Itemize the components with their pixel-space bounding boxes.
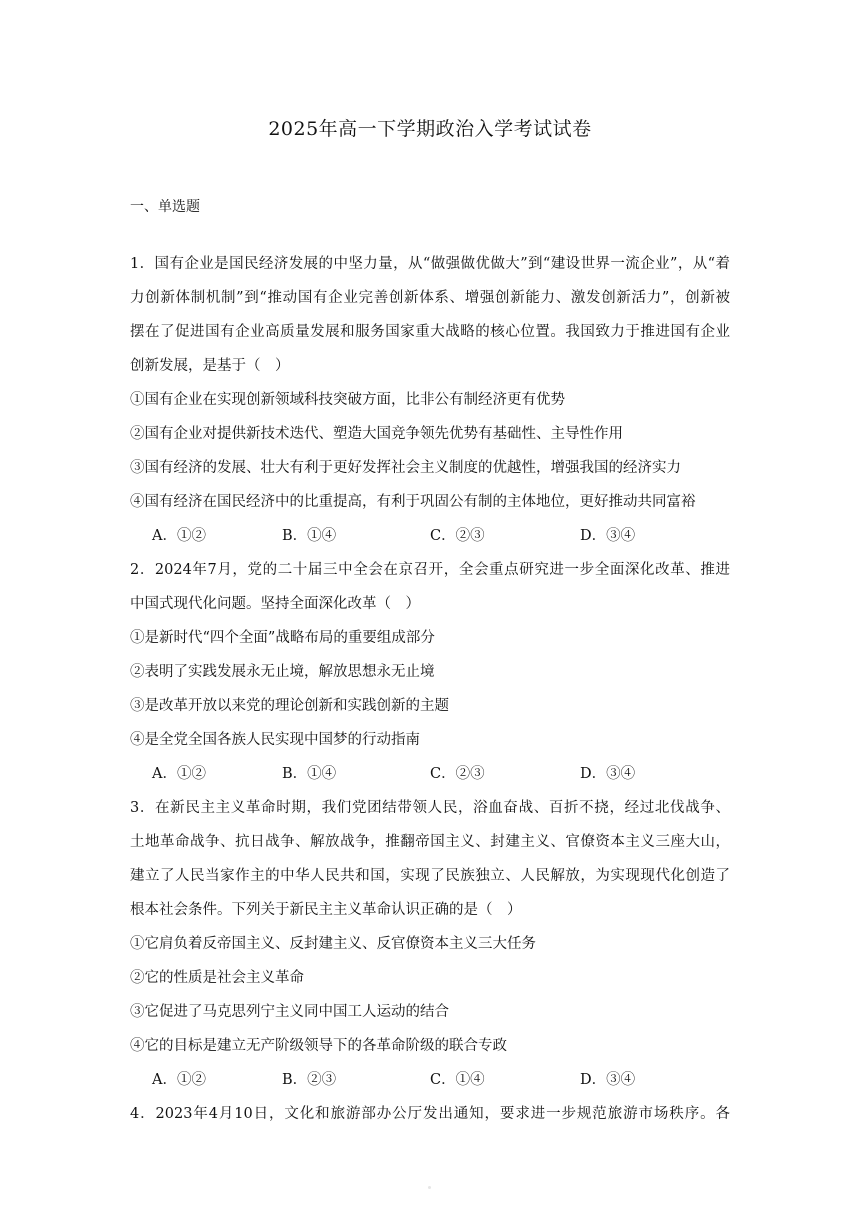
q2-statement: ③是改革开放以来党的理论创新和实践创新的主题 — [130, 698, 449, 714]
q1-statement: ③国有经济的发展、壮大有利于更好发挥社会主义制度的优越性，增强我国的经济实力 — [130, 460, 681, 476]
q1-text-line: 力创新体制机制”到“推动国有企业完善创新体系、增强创新能力、激发创新活力”，创新被 — [130, 290, 730, 306]
page-title: 2025年高一下学期政治入学考试试卷 — [268, 118, 592, 140]
q1-text-line: 摆在了促进国有企业高质量发展和服务国家重大战略的核心位置。我国致力于推进国有企业 — [130, 324, 730, 340]
q2-option-a: A．①② — [152, 766, 206, 782]
q2-options — [152, 764, 752, 784]
footer-mark — [428, 1186, 431, 1189]
q3-text-line: 土地革命战争、抗日战争、解放战争，推翻帝国主义、封建主义、官僚资本主义三座大山， — [130, 834, 730, 850]
q1-statement: ①国有企业在实现创新领域科技突破方面，比非公有制经济更有优势 — [130, 392, 565, 408]
q1-text-line: 创新发展，是基于（ ） — [130, 358, 290, 374]
q2-option-b: B．①④ — [282, 766, 337, 782]
q3-statement: ①它肩负着反帝国主义、反封建主义、反官僚资本主义三大任务 — [130, 936, 536, 952]
q1-statement: ④国有经济在国民经济中的比重提高，有利于巩固公有制的主体地位，更好推动共同富裕 — [130, 494, 696, 510]
q1-option-a: A．①② — [152, 528, 206, 544]
q3-options — [152, 1070, 752, 1090]
q1-option-b: B．①④ — [282, 528, 337, 544]
q2-statement: ②表明了实践发展永无止境，解放思想永无止境 — [130, 664, 435, 680]
q4-text-line: 4．2023年4月10日，文化和旅游部办公厅发出通知，要求进一步规范旅游市场秩序。各 — [130, 1106, 730, 1122]
q3-option-c: C．①④ — [430, 1072, 485, 1088]
q3-option-b: B．②③ — [282, 1072, 337, 1088]
section-heading: 一、单选题 — [130, 199, 200, 215]
q1-option-d: D．③④ — [580, 528, 636, 544]
q2-statement: ④是全党全国各族人民实现中国梦的行动指南 — [130, 732, 420, 748]
q3-statement: ②它的性质是社会主义革命 — [130, 970, 304, 986]
q2-option-c: C．②③ — [430, 766, 485, 782]
q2-statement: ①是新时代“四个全面”战略布局的重要组成部分 — [130, 630, 435, 646]
q2-text-line: 中国式现代化问题。坚持全面深化改革（ ） — [130, 596, 420, 612]
q3-statement: ④它的目标是建立无产阶级领导下的各革命阶级的联合专政 — [130, 1038, 507, 1054]
q1-statement: ②国有企业对提供新技术迭代、塑造大国竞争领先优势有基础性、主导性作用 — [130, 426, 623, 442]
q3-text-line: 根本社会条件。下列关于新民主主义革命认识正确的是（ ） — [130, 902, 522, 918]
q3-option-a: A．①② — [152, 1072, 206, 1088]
q2-option-d: D．③④ — [580, 766, 636, 782]
q1-text-line: 1．国有企业是国民经济发展的中坚力量，从“做强做优做大”到“建设世界一流企业”，从“着 — [130, 256, 730, 272]
q2-text-line: 2．2024年7月，党的二十届三中全会在京召开，全会重点研究进一步全面深化改革、推进 — [130, 562, 730, 578]
q3-text-line: 建立了人民当家作主的中华人民共和国，实现了民族独立、人民解放，为实现现代化创造了 — [130, 868, 730, 884]
q1-options — [152, 526, 752, 546]
q3-statement: ③它促进了马克思列宁主义同中国工人运动的结合 — [130, 1004, 449, 1020]
q1-option-c: C．②③ — [430, 528, 485, 544]
q3-option-d: D．③④ — [580, 1072, 636, 1088]
q3-text-line: 3．在新民主主义革命时期，我们党团结带领人民，浴血奋战、百折不挠，经过北伐战争、 — [130, 800, 730, 816]
